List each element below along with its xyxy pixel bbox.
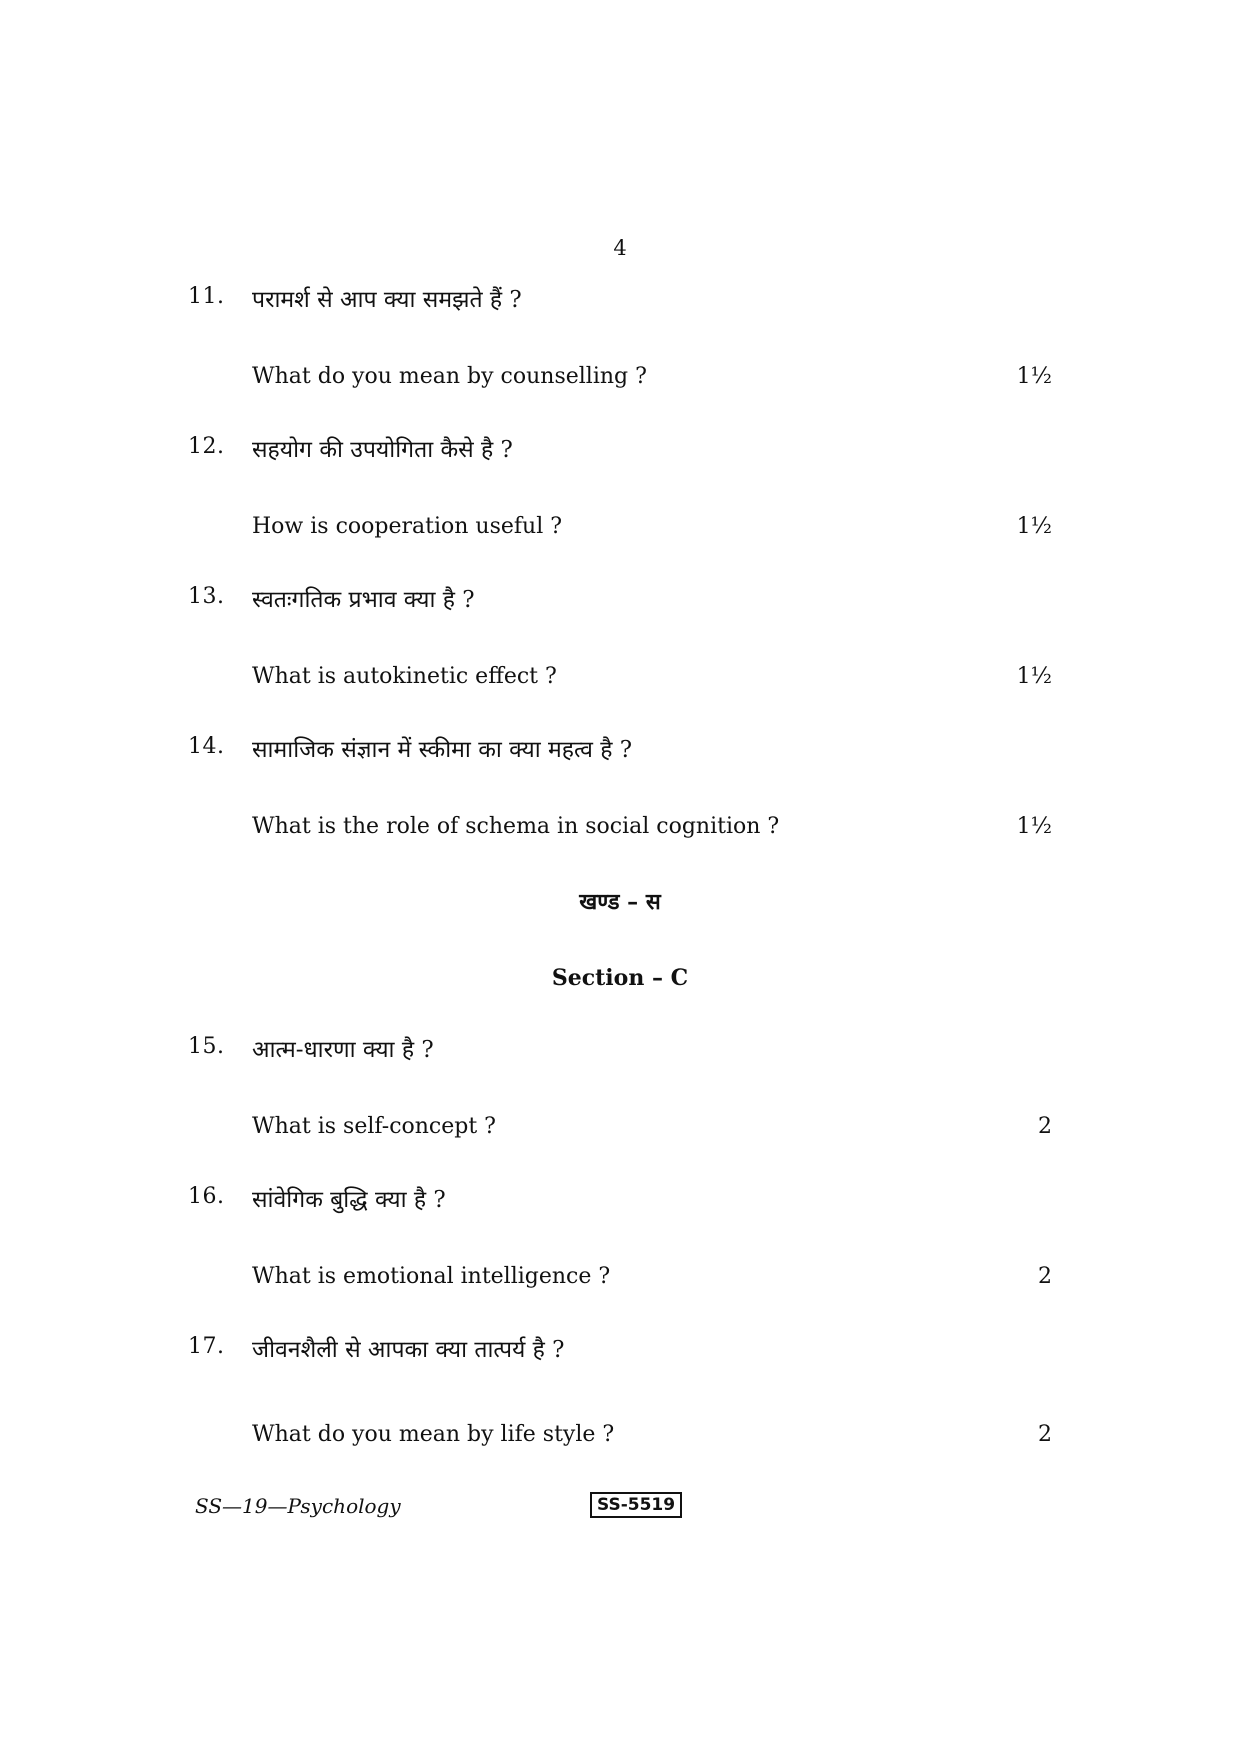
question-number: 15. bbox=[188, 1034, 225, 1059]
question-marks: 1½ bbox=[1016, 814, 1052, 839]
footer-paper-title: SS—19—Psychology bbox=[195, 1494, 401, 1518]
section-heading-hindi: खण्ड – स bbox=[579, 889, 661, 915]
question-text-hindi: परामर्श से आप क्या समझते हैं ? bbox=[252, 287, 522, 313]
question-text-english: How is cooperation useful ? bbox=[252, 514, 563, 539]
question-text-english: What do you mean by life style ? bbox=[252, 1422, 615, 1447]
question-text-english: What do you mean by counselling ? bbox=[252, 364, 647, 389]
question-marks: 2 bbox=[1038, 1114, 1052, 1139]
question-number: 14. bbox=[188, 734, 225, 759]
question-marks: 2 bbox=[1038, 1264, 1052, 1289]
question-marks: 1½ bbox=[1016, 664, 1052, 689]
question-marks: 1½ bbox=[1016, 364, 1052, 389]
question-text-hindi: आत्म-धारणा क्या है ? bbox=[252, 1037, 434, 1063]
question-text-hindi: जीवनशैली से आपका क्या तात्पर्य है ? bbox=[252, 1337, 565, 1363]
question-text-hindi: सहयोग की उपयोगिता कैसे है ? bbox=[252, 437, 513, 463]
question-marks: 1½ bbox=[1016, 514, 1052, 539]
question-text-hindi: स्वतःगतिक प्रभाव क्या है ? bbox=[252, 587, 475, 613]
question-number: 13. bbox=[188, 584, 225, 609]
question-text-hindi: सामाजिक संज्ञान में स्कीमा का क्या महत्व है ? bbox=[252, 737, 633, 763]
question-number: 16. bbox=[188, 1184, 225, 1209]
footer-paper-code: SS-5519 bbox=[590, 1492, 682, 1518]
question-text-english: What is the role of schema in social cognition ? bbox=[252, 814, 780, 839]
question-number: 12. bbox=[188, 434, 225, 459]
question-number: 11. bbox=[188, 284, 225, 309]
question-text-english: What is emotional intelligence ? bbox=[252, 1264, 611, 1289]
page-number: 4 bbox=[613, 236, 627, 260]
question-marks: 2 bbox=[1038, 1422, 1052, 1447]
question-text-english: What is self-concept ? bbox=[252, 1114, 496, 1139]
question-number: 17. bbox=[188, 1334, 225, 1359]
section-heading-english: Section – C bbox=[551, 965, 689, 991]
question-text-english: What is autokinetic effect ? bbox=[252, 664, 557, 689]
question-text-hindi: सांवेगिक बुद्धि क्या है ? bbox=[252, 1187, 446, 1213]
